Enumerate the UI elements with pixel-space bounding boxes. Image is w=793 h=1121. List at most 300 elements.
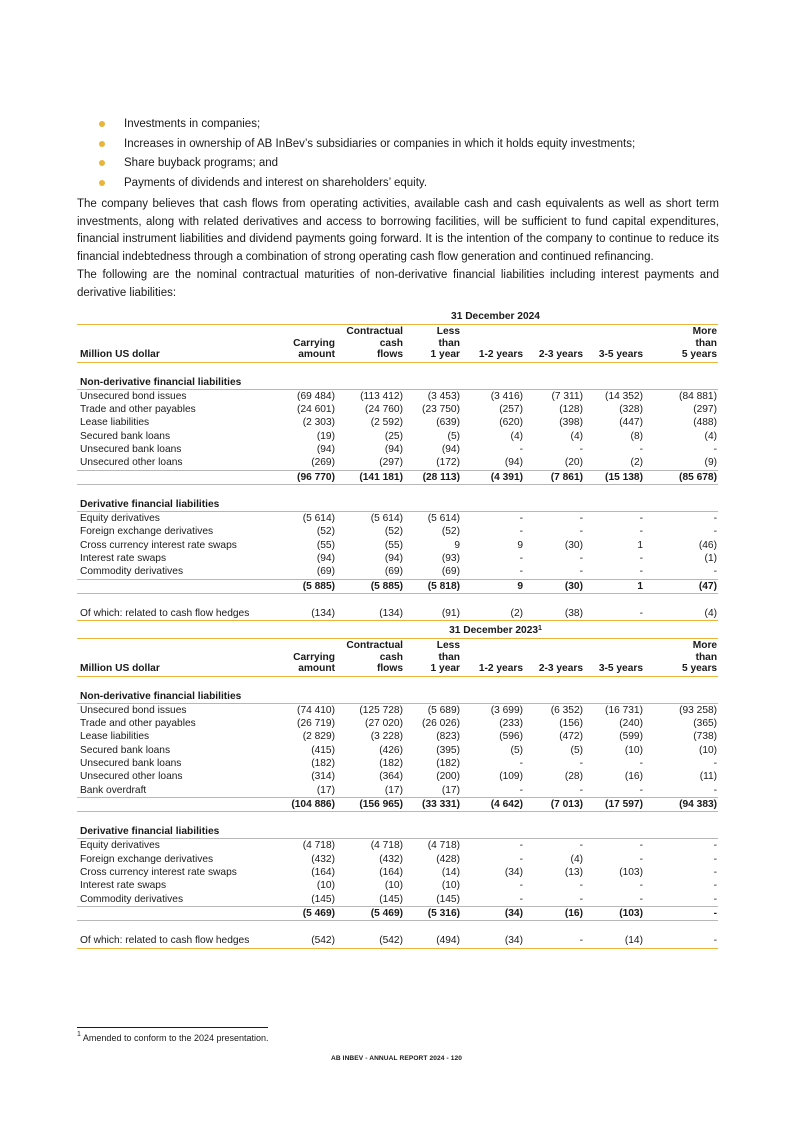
col-carrying-amount: Carrying amount [273, 639, 336, 677]
cell-value: (103) [619, 867, 643, 879]
cell-value: - [524, 893, 584, 907]
spacer-row [77, 484, 718, 498]
bullet-item: Share buyback programs; and [99, 154, 739, 174]
cell-value: - [644, 906, 718, 920]
row-label [77, 470, 273, 484]
table-row [77, 565, 718, 579]
spacer-row [77, 593, 718, 607]
cell-value: (542) [273, 934, 336, 948]
cell-value: (38) [524, 607, 584, 621]
cell-value: (823) [436, 731, 460, 743]
cell-value: - [579, 526, 583, 538]
row-label [77, 579, 273, 593]
row-label: Bank overdraft [77, 784, 273, 798]
col-less-than-1-year: Less than 1 year [404, 325, 461, 363]
footnote-divider [77, 1027, 268, 1028]
cell-value: (52) [384, 526, 403, 538]
col-less-than-1-year: Less than 1 year [404, 639, 461, 677]
col-1-2-years: 1-2 years [461, 325, 524, 363]
cell-value: (52) [441, 526, 460, 538]
table-row [77, 430, 718, 443]
cell-value: (10) [624, 744, 643, 756]
table-row [77, 512, 718, 526]
cell-value: (233) [499, 718, 523, 730]
cell-value: (5 689) [427, 704, 460, 716]
cell-value: (4 642) [461, 797, 524, 811]
cell-value: (4 391) [461, 470, 524, 484]
cell-value: (94 383) [644, 797, 718, 811]
cell-value: - [713, 757, 718, 769]
cell-value: (432) [311, 853, 335, 865]
cell-value: - [713, 867, 718, 879]
table-row [77, 717, 718, 730]
cell-value: (134) [273, 607, 336, 621]
cell-value: 9 [517, 539, 523, 551]
cell-value: - [524, 784, 584, 798]
cell-value: (15 138) [584, 470, 644, 484]
cell-value: (257) [499, 404, 523, 416]
cell-value: - [639, 840, 643, 852]
cell-value: (156) [559, 718, 583, 730]
cell-value: (26 026) [422, 718, 460, 730]
cell-value: (4) [704, 430, 717, 442]
cell-value: (128) [559, 404, 583, 416]
row-label: Secured bank loans [80, 744, 171, 756]
cell-value: (4) [570, 853, 583, 865]
cell-value: - [579, 513, 583, 525]
table-row [77, 744, 718, 757]
table-row [77, 853, 718, 866]
spacer-row [77, 676, 718, 690]
cell-value: (30) [524, 579, 584, 593]
cell-value: (94) [461, 456, 524, 470]
cell-value: (28) [564, 771, 583, 783]
cell-value: - [713, 840, 718, 852]
col-2-3-years: 2-3 years [524, 639, 584, 677]
cell-value: (3 453) [427, 390, 460, 402]
table-row [77, 839, 718, 853]
table-row [77, 797, 718, 811]
cell-value: (488) [693, 417, 717, 429]
cell-value: (74 410) [297, 704, 335, 716]
cell-value: (84 881) [679, 390, 717, 402]
cell-value: 9 [454, 539, 460, 551]
cell-value: - [461, 565, 524, 579]
cell-value: (432) [379, 853, 403, 865]
cell-value: (2 592) [370, 417, 403, 429]
cell-value: (5) [510, 744, 523, 756]
cell-value: - [524, 934, 584, 948]
cell-value: - [644, 893, 718, 907]
cell-value: (5) [447, 430, 460, 442]
section-title: Non-derivative financial liabilities [77, 376, 718, 390]
cell-value: (17) [273, 784, 336, 798]
cell-value: (10) [441, 880, 460, 892]
spacer-row [77, 812, 718, 826]
cell-value: (14) [584, 934, 644, 948]
cell-value: (10) [384, 880, 403, 892]
cell-value: (8) [630, 430, 643, 442]
table-row [77, 866, 718, 879]
cell-value: (69) [273, 565, 336, 579]
cell-value: (156 965) [336, 797, 404, 811]
cell-value: - [579, 553, 583, 565]
cell-value: (109) [499, 771, 523, 783]
row-label: Equity derivatives [80, 513, 160, 525]
cell-value: (91) [404, 607, 461, 621]
cell-value: (164) [311, 867, 335, 879]
cell-value: (5 614) [427, 513, 460, 525]
cell-value: 9 [461, 579, 524, 593]
cell-value: (447) [619, 417, 643, 429]
cell-value: (4 718) [370, 840, 403, 852]
cell-value: - [519, 840, 523, 852]
cell-value: (2 303) [302, 417, 335, 429]
cell-value: (314) [311, 771, 335, 783]
cell-value: - [639, 553, 643, 565]
maturity-table-2023 [77, 623, 718, 949]
cell-value: (93) [441, 553, 460, 565]
cell-value: - [579, 840, 583, 852]
cell-value: - [713, 880, 718, 892]
cell-value: (34) [504, 867, 523, 879]
cell-value: (426) [379, 744, 403, 756]
cell-value: (34) [461, 934, 524, 948]
row-label: Lease liabilities [80, 731, 150, 743]
cell-value: - [639, 880, 643, 892]
cell-value: (182) [379, 757, 403, 769]
bullet-dot-icon [99, 180, 105, 186]
row-label: Unsecured bond issues [80, 390, 187, 402]
row-label: Foreign exchange derivatives [80, 853, 214, 865]
row-label: Lease liabilities [80, 417, 150, 429]
cell-value: - [584, 565, 644, 579]
cell-value: (24 601) [297, 404, 335, 416]
cell-value: (5) [570, 744, 583, 756]
cell-value: (7 861) [524, 470, 584, 484]
cell-value: (113 412) [360, 390, 403, 402]
cell-value: - [519, 757, 523, 769]
col-contractual-cash-flows: Contractual cash flows [336, 639, 404, 677]
table-row [77, 416, 718, 429]
row-label: Secured bank loans [80, 430, 171, 442]
cell-value: (639) [436, 417, 460, 429]
cell-value: (16 731) [605, 704, 643, 716]
cell-value: (2) [461, 607, 524, 621]
cell-value: (69) [404, 565, 461, 579]
row-label: Commodity derivatives [77, 565, 273, 579]
cell-value: (4 718) [302, 840, 335, 852]
bullet-list [99, 115, 739, 193]
cell-value: (1) [704, 553, 717, 565]
cell-value: (4) [510, 430, 523, 442]
cell-value: (104 886) [273, 797, 336, 811]
cell-value: (11) [699, 771, 718, 783]
cell-value: (4) [644, 607, 718, 621]
cell-value: - [644, 934, 718, 948]
table-row [77, 906, 718, 920]
cell-value: (52) [316, 526, 335, 538]
row-label: Interest rate swaps [80, 880, 167, 892]
cell-value: (542) [336, 934, 404, 948]
cell-value: (145) [336, 893, 404, 907]
cell-value: (94) [316, 443, 335, 455]
cell-value: - [639, 853, 643, 865]
cell-value: (96 770) [273, 470, 336, 484]
col-carrying-amount: Carrying amount [273, 325, 336, 363]
cell-value: (145) [404, 893, 461, 907]
table-row [77, 456, 718, 470]
section-title: Non-derivative financial liabilities [77, 690, 718, 704]
cell-value: (69 484) [297, 390, 335, 402]
cell-value: - [461, 893, 524, 907]
row-label: Commodity derivatives [77, 893, 273, 907]
spacer-row [77, 921, 718, 935]
cell-value: (599) [619, 731, 643, 743]
table-row [77, 470, 718, 484]
cell-value: (5 469) [273, 906, 336, 920]
col-contractual-cash-flows: Contractual cash flows [336, 325, 404, 363]
cell-value: (13) [564, 867, 583, 879]
cell-value: (3 228) [370, 731, 403, 743]
unit-label: Million US dollar [77, 639, 273, 677]
cell-value: - [579, 443, 583, 455]
cell-value: - [524, 565, 584, 579]
cell-value: - [644, 784, 718, 798]
cell-value: (3 699) [490, 704, 523, 716]
table-row [77, 443, 718, 456]
cell-value: (28 113) [404, 470, 461, 484]
maturities-intro-paragraph: The following are the nominal contractual maturities of non-derivative financial liabilities including interest payments and derivative liabilities: [77, 269, 719, 299]
cell-value: (20) [524, 456, 584, 470]
cell-value: - [519, 853, 523, 865]
col-2-3-years: 2-3 years [524, 325, 584, 363]
table-row [77, 525, 718, 538]
bullet-item: Payments of dividends and interest on shareholders’ equity. [99, 174, 739, 194]
cell-value: (27 020) [365, 718, 403, 730]
cell-value: (69) [336, 565, 404, 579]
cell-value: (364) [379, 771, 403, 783]
cell-value: (145) [273, 893, 336, 907]
cell-value: (10) [316, 880, 335, 892]
cell-value: (26 719) [297, 718, 335, 730]
cell-value: (33 331) [404, 797, 461, 811]
cell-value: (19) [316, 430, 335, 442]
cell-value: - [639, 443, 643, 455]
cell-value: (3 416) [490, 390, 523, 402]
unit-label: Million US dollar [77, 325, 273, 363]
column-header-row [77, 325, 718, 363]
cell-value: 1 [584, 579, 644, 593]
section-header-row [77, 690, 718, 704]
cell-value: - [519, 526, 523, 538]
table-row [77, 579, 718, 593]
cell-value: (16) [624, 771, 643, 783]
row-label: Equity derivatives [80, 840, 160, 852]
cell-value: - [519, 513, 523, 525]
cell-value: - [639, 526, 643, 538]
row-label [77, 906, 273, 920]
cell-value: (94) [441, 443, 460, 455]
period-header-row [77, 309, 718, 325]
cell-value: (494) [404, 934, 461, 948]
table-row [77, 703, 718, 717]
cell-value: (85 678) [644, 470, 718, 484]
cell-value: 1 [637, 539, 643, 551]
cell-value: (200) [436, 771, 460, 783]
cell-value: (7 013) [524, 797, 584, 811]
col-more-than-5-years: More than 5 years [644, 639, 718, 677]
cell-value: (5 469) [336, 906, 404, 920]
cell-value: - [713, 443, 717, 455]
cell-value: (46) [698, 539, 717, 551]
cell-value: (9) [644, 456, 718, 470]
cell-value: (297) [336, 456, 404, 470]
cell-value: - [639, 513, 643, 525]
table-row [77, 757, 718, 770]
cell-value: - [584, 784, 644, 798]
period-header-row [77, 623, 718, 639]
row-label: Cross currency interest rate swaps [80, 539, 237, 551]
cell-value: (55) [316, 539, 335, 551]
section-header-row [77, 376, 718, 390]
cell-value: (14 352) [605, 390, 643, 402]
cell-value: - [644, 565, 718, 579]
cell-value: (269) [273, 456, 336, 470]
cell-value: (182) [311, 757, 335, 769]
cell-value: (125 728) [359, 704, 403, 716]
row-label: Cross currency interest rate swaps [80, 867, 237, 879]
cell-value: (472) [559, 731, 583, 743]
row-label: Of which: related to cash flow hedges [77, 607, 273, 621]
row-label: Trade and other payables [80, 718, 196, 730]
cell-value: (328) [619, 404, 643, 416]
table-row [77, 539, 718, 552]
cell-value: - [584, 607, 644, 621]
cell-value: (164) [379, 867, 403, 879]
table-row [77, 879, 718, 892]
table-row [77, 934, 718, 948]
cell-value: - [519, 880, 523, 892]
row-label: Trade and other payables [80, 404, 196, 416]
bullet-dot-icon [99, 141, 105, 147]
table-row [77, 770, 718, 783]
table-row [77, 784, 718, 798]
row-label: Unsecured other loans [80, 771, 183, 783]
cell-value: (398) [559, 417, 583, 429]
footnote-ref: 1 [538, 625, 542, 632]
cell-value: - [713, 853, 718, 865]
period-label: 31 December 2024 [273, 309, 718, 325]
table-row [77, 552, 718, 565]
cell-value: (5 818) [404, 579, 461, 593]
column-header-row [77, 639, 718, 677]
maturity-table-2024 [77, 309, 718, 621]
cell-value: (55) [384, 539, 403, 551]
cell-value: (2 829) [302, 731, 335, 743]
cell-value: (5 885) [336, 579, 404, 593]
bullet-item: Increases in ownership of AB InBev’s subsidiaries or companies in which it holds equity investments; [99, 135, 739, 155]
bullet-dot-icon [99, 121, 105, 127]
cell-value: (172) [404, 456, 461, 470]
cell-value: (5 614) [302, 513, 335, 525]
cell-value: (428) [436, 853, 460, 865]
cell-value: - [579, 880, 583, 892]
row-label: Unsecured bank loans [80, 443, 182, 455]
cell-value: (25) [384, 430, 403, 442]
cell-value: - [639, 757, 643, 769]
row-label: Unsecured bond issues [80, 704, 187, 716]
cell-value: (4) [570, 430, 583, 442]
row-label [77, 797, 273, 811]
cell-value: (17) [404, 784, 461, 798]
cell-value: (94) [384, 443, 403, 455]
table-row [77, 403, 718, 416]
table-row [77, 389, 718, 403]
cell-value: - [584, 893, 644, 907]
cell-value: (17 597) [584, 797, 644, 811]
cell-value: (5 885) [273, 579, 336, 593]
cell-value: (365) [693, 718, 718, 730]
cell-value: - [713, 513, 717, 525]
cell-value: (2) [584, 456, 644, 470]
table-row [77, 730, 718, 743]
cell-value: (240) [619, 718, 643, 730]
cell-value: (7 311) [551, 390, 583, 402]
page-footer: AB INBEV - ANNUAL REPORT 2024 - 120 [330, 1055, 462, 1062]
cell-value: (5 316) [404, 906, 461, 920]
section-header-row [77, 825, 718, 839]
cell-value: (182) [436, 757, 460, 769]
cell-value: (94) [384, 553, 403, 565]
col-3-5-years: 3-5 years [584, 639, 644, 677]
cell-value: (134) [336, 607, 404, 621]
cell-value: (24 760) [365, 404, 403, 416]
cell-value: (395) [436, 744, 460, 756]
bullet-item: Investments in companies; [99, 115, 739, 135]
cell-value: - [519, 553, 523, 565]
cell-value: (94) [316, 553, 335, 565]
section-title: Derivative financial liabilities [77, 825, 718, 839]
cell-value: (47) [644, 579, 718, 593]
cell-value: (415) [311, 744, 335, 756]
cell-value: (141 181) [336, 470, 404, 484]
table-row [77, 893, 718, 907]
cell-value: (5 614) [370, 513, 403, 525]
cell-value: (10) [698, 744, 718, 756]
cell-value: (103) [584, 906, 644, 920]
cell-value: (6 352) [550, 704, 583, 716]
cell-value: (4 718) [427, 840, 460, 852]
cell-value: (596) [499, 731, 523, 743]
row-label: Interest rate swaps [80, 553, 167, 565]
cell-value: - [461, 784, 524, 798]
table-row [77, 607, 718, 621]
period-label: 31 December 2023$^1$ [273, 623, 718, 639]
row-label: Unsecured bank loans [80, 757, 182, 769]
cell-value: (30) [564, 539, 583, 551]
section-title: Derivative financial liabilities [77, 498, 718, 512]
cell-value: (23 750) [422, 404, 460, 416]
row-label: Unsecured other loans [77, 456, 273, 470]
row-label: Foreign exchange derivatives [80, 526, 214, 538]
cell-value: (14) [441, 867, 460, 879]
section-header-row [77, 498, 718, 512]
col-1-2-years: 1-2 years [461, 639, 524, 677]
cell-value: (297) [693, 404, 717, 416]
cell-value: - [519, 443, 523, 455]
liquidity-paragraph: The company believes that cash flows from operating activities, available cash and cash equivalents as well as short term investments, along with related derivatives and access to borrowing facilities, will be sufficient to fund capital expenditures, financial instrument liabilities and dividend payments going forward. It is the intention of the company to continue to reduce its financial indebtedness through a combination of strong operating cash flow generation and continued refinancing. [77, 198, 719, 263]
